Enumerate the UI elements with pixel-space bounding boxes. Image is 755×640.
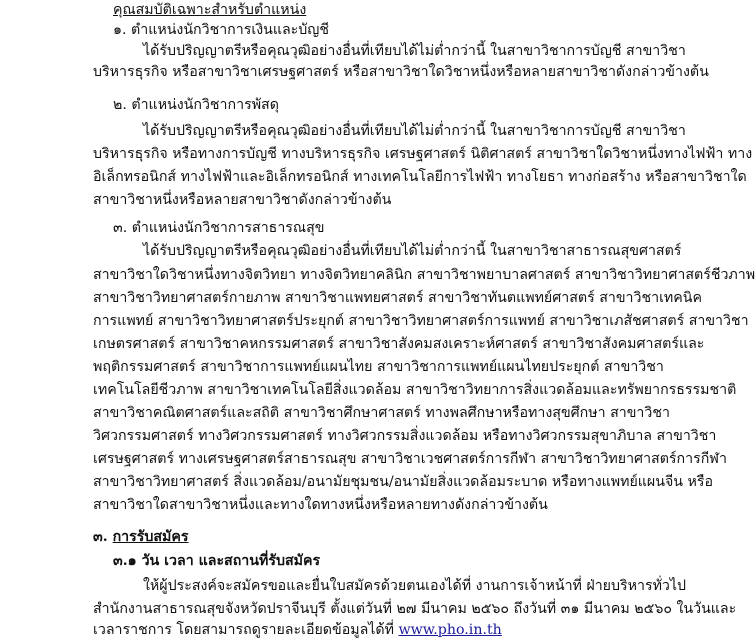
application-line-3-text: เวลาราชการ โดยสามารถดูรายละเอียดข้อมูลได้ที่ xyxy=(93,622,394,638)
position-3-title: ๓. ตำแหน่งนักวิชาการสาธารณสุข xyxy=(113,220,325,236)
application-line-2: สำนักงานสาธารณสุขจังหวัดปราจีนบุรี ตั้งแต่วันที่ ๒๗ มีนาคม ๒๕๖๐ ถึงวันที่ ๓๑ มีนาคม ๒๕๖๐ ในวันและ xyxy=(93,601,737,617)
position-2-line-1: ได้รับปริญญาตรีหรือคุณวุฒิอย่างอื่นที่เทียบได้ไม่ต่ำกว่านี้ ในสาขาวิชาการบัญชี สาขาวิชา xyxy=(143,123,686,139)
qualifications-heading: คุณสมบัติเฉพาะสำหรับตำแหน่ง xyxy=(113,2,307,18)
position-3-line-6: พฤติกรรมศาสตร์ สาขาวิชาการแพทย์แผนไทย สาขาวิชาการแพทย์แผนไทยประยุกต์ สาขาวิชา xyxy=(93,359,664,375)
application-line-3 xyxy=(93,620,502,640)
website-link[interactable]: www.pho.in.th xyxy=(398,622,502,638)
application-subheading: ๓.๑ วัน เวลา และสถานที่รับสมัคร xyxy=(113,553,321,569)
position-2-line-3: อิเล็กทรอนิกส์ ทางไฟฟ้าและอิเล็กทรอนิกส์ ทางเทคโนโลยีการไฟฟ้า ทางโยธา ทางก่อสร้าง หรือสาขาวิชาใด xyxy=(93,169,747,185)
position-3-line-5: เกษตรศาสตร์ สาขาวิชาคหกรรมศาสตร์ สาขาวิชาสังคมสงเคราะห์ศาสตร์ สาขาวิชาสังคมศาสตร์และ xyxy=(93,336,705,352)
position-3-line-11: สาขาวิชาวิทยาศาสตร์ สิ่งแวดล้อม/อนามัยชุมชน/อนามัยสิ่งแวดล้อมระบาด หรือทางแพทย์แผนจีน หรือ xyxy=(93,474,713,490)
position-3-line-8: สาขาวิชาคณิตศาสตร์และสถิติ สาขาวิชาศึกษาศาสตร์ ทางพลศึกษาหรือทางสุขศึกษา สาขาวิชา xyxy=(93,405,670,421)
position-2-line-4: สาขาวิชาหนึ่งหรือหลายสาขาวิชาดังกล่าวข้างต้น xyxy=(93,192,392,208)
application-section-heading xyxy=(93,527,189,547)
position-3-line-10: เศรษฐศาสตร์ ทางเศรษฐศาสตร์สาธารณสุข สาขาวิชาเวชศาสตร์การกีฬา สาขาวิชาวิทยาศาสตร์การกีฬา xyxy=(93,451,727,467)
position-3-line-9: วิศวกรรมศาสตร์ ทางวิศวกรรมศาสตร์ ทางวิศวกรรมสิ่งแวดล้อม หรือทางวิศวกรรมสุขาภิบาล สาขาวิชา xyxy=(93,428,717,444)
position-3-line-12: สาขาวิชาใดสาขาวิชาหนึ่งและทางใดทางหนึ่งหรือหลายทางดังกล่าวข้างต้น xyxy=(93,497,548,513)
application-section-number: ๓. xyxy=(93,529,108,545)
position-1-line-1: ได้รับปริญญาตรีหรือคุณวุฒิอย่างอื่นที่เทียบได้ไม่ต่ำกว่านี้ ในสาขาวิชาการบัญชี สาขาวิชา xyxy=(143,43,686,59)
position-1-title: ๑. ตำแหน่งนักวิชาการเงินและบัญชี xyxy=(113,22,330,38)
position-3-line-1: ได้รับปริญญาตรีหรือคุณวุฒิอย่างอื่นที่เทียบได้ไม่ต่ำกว่านี้ ในสาขาวิชาสาธารณสุขศาสตร์ xyxy=(143,243,682,259)
position-3-line-7: เทคโนโลยีชีวภาพ สาขาวิชาเทคโนโลยีสิ่งแวดล้อม สาขาวิชาวิทยาการสิ่งแวดล้อมและทรัพยากรธรรมชาติ xyxy=(93,382,737,398)
application-section-title: การรับสมัคร xyxy=(112,529,189,545)
position-2-line-2: บริหารธุรกิจ หรือทางการบัญชี ทางบริหารธุรกิจ เศรษฐศาสตร์ นิติศาสตร์ สาขาวิชาใดวิชาหนึ่งทางไฟฟ้า ทาง xyxy=(93,146,753,162)
position-2-title: ๒. ตำแหน่งนักวิชาการพัสดุ xyxy=(113,97,279,113)
position-1-line-2: บริหารธุรกิจ หรือสาขาวิชาเศรษฐศาสตร์ หรือสาขาวิชาใดวิชาหนึ่งหรือหลายสาขาวิชาดังกล่าวข้างต้น xyxy=(93,64,709,80)
position-3-line-3: สาขาวิชาวิทยาศาสตร์กายภาพ สาขาวิชาแพทยศาสตร์ สาขาวิชาทันตแพทย์ศาสตร์ สาขาวิชาเทคนิค xyxy=(93,290,702,306)
position-3-line-4: การแพทย์ สาขาวิชาวิทยาศาสตร์ประยุกต์ สาขาวิชาวิทยาศาสตร์การแพทย์ สาขาวิชาเภสัชศาสตร์ สาขาวิชา xyxy=(93,313,749,329)
application-line-1: ให้ผู้ประสงค์จะสมัครขอและยื่นใบสมัครด้วยตนเองได้ที่ งานการเจ้าหน้าที่ ฝ่ายบริหารทั่วไป xyxy=(143,578,687,594)
position-3-line-2: สาขาวิชาใดวิชาหนึ่งทางจิตวิทยา ทางจิตวิทยาคลินิก สาขาวิชาพยาบาลศาสตร์ สาขาวิชาวิทยาศาสตร์ชีวภาพ xyxy=(93,267,755,283)
